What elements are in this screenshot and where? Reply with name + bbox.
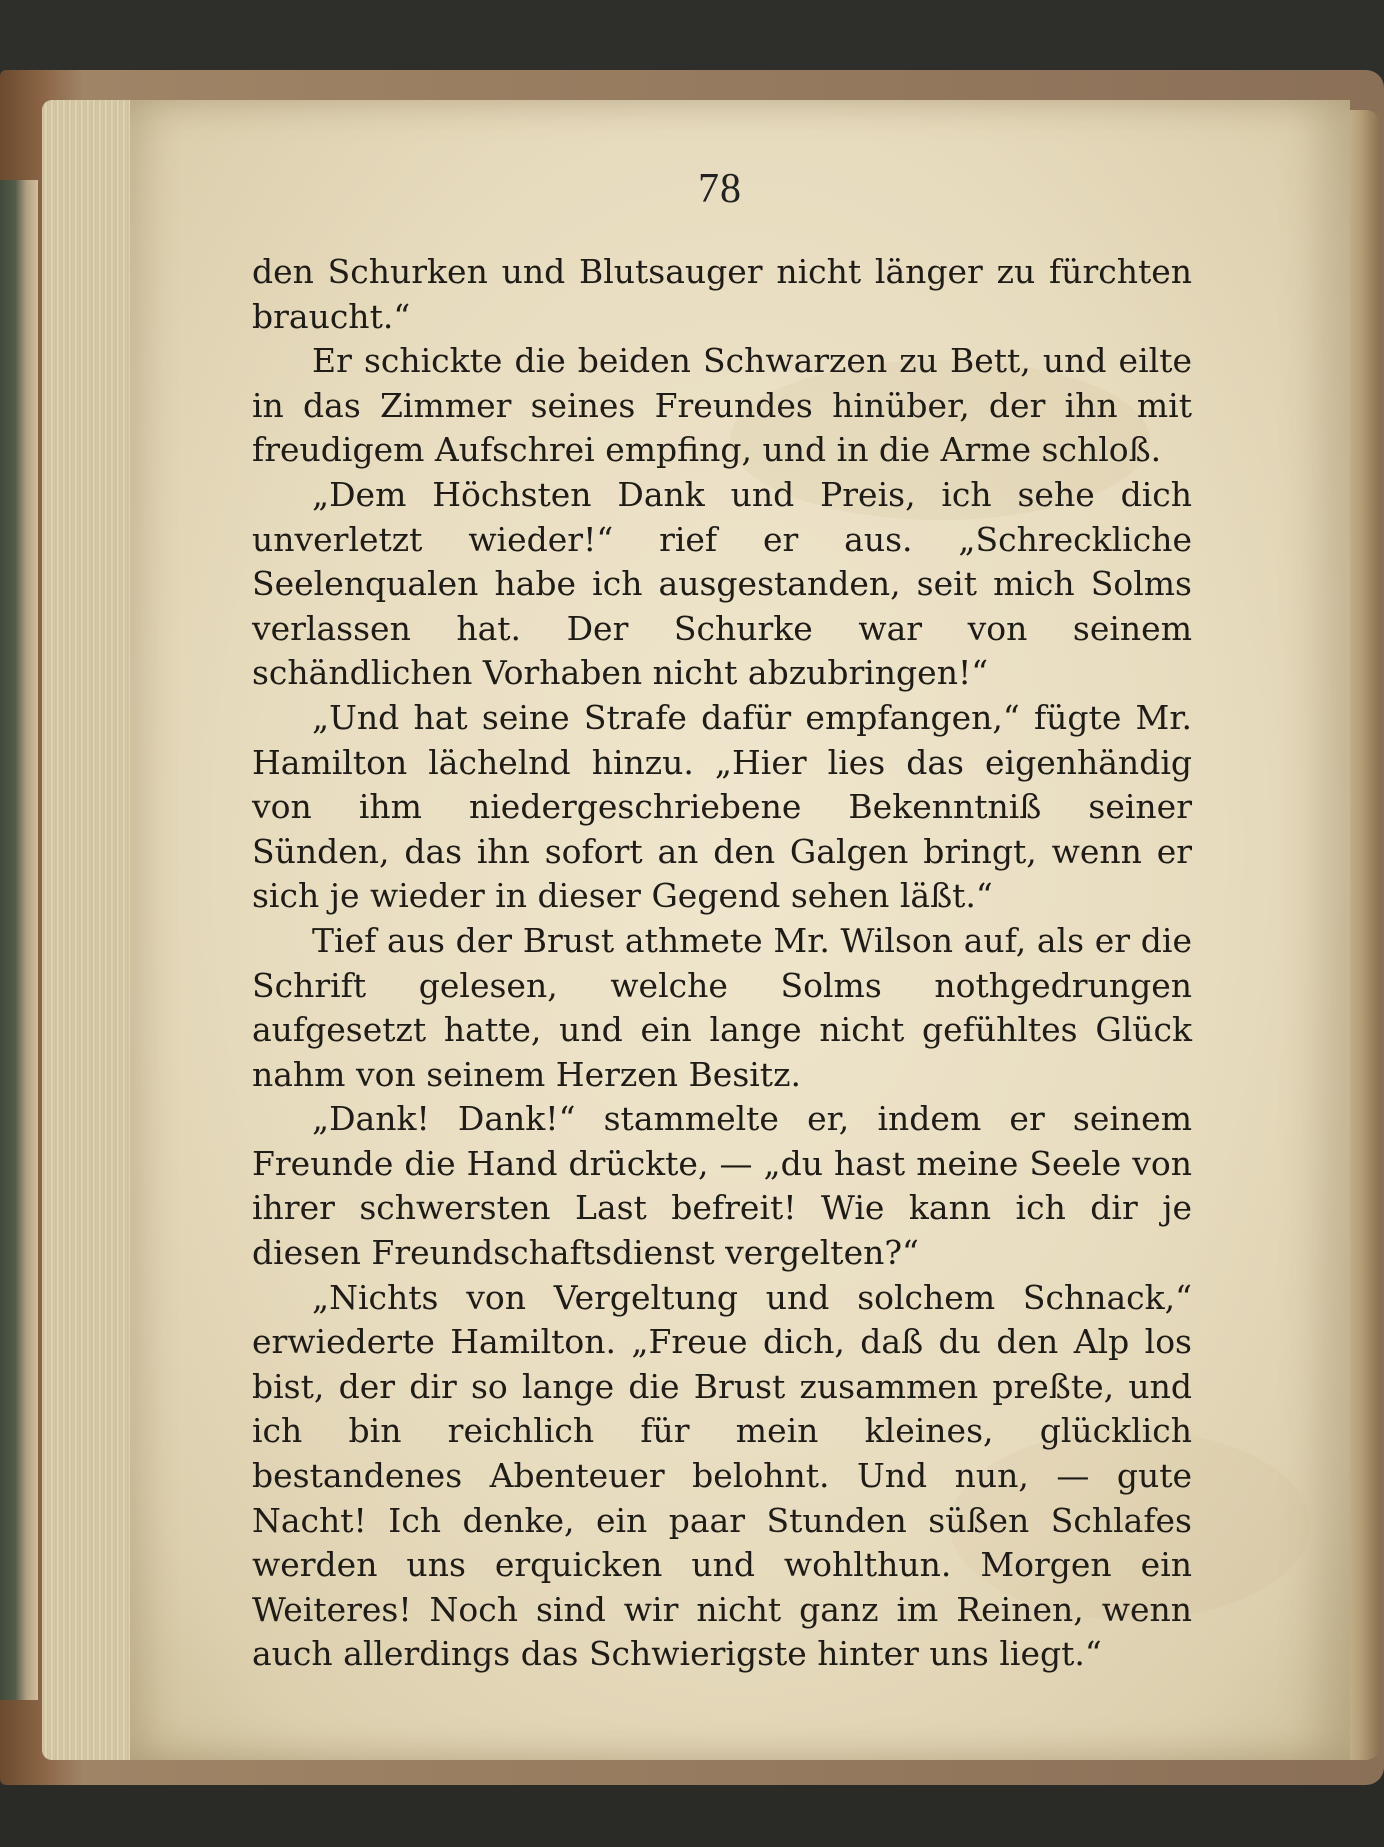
page-number: 78 bbox=[698, 166, 742, 212]
page-text bbox=[252, 250, 1192, 1677]
paragraph: „Dem Höchsten Dank und Preis, ich sehe dich unverletzt wieder!“ rief er aus. „Schreckliche Seelenqualen habe ich ausgestanden, seit mich Solms verlassen hat. Der Schurke war von seinem schändlichen Vorhaben nicht abzubringen!“ bbox=[252, 474, 1192, 693]
paragraph: „Und hat seine Strafe dafür empfangen,“ fügte Mr. Hamilton lächelnd hinzu. „Hier lies das eigenhändig von ihm niedergeschriebene Bekenntniß seiner Sünden, das ihn sofort an den Galgen bringt, wenn er sich je wieder in dieser Gegend sehen läßt.“ bbox=[252, 697, 1192, 916]
paragraph: Er schickte die beiden Schwarzen zu Bett, und eilte in das Zimmer seines Freundes hinüber, der ihn mit freudigem Aufschrei empfing, und in die Arme schloß. bbox=[252, 341, 1192, 470]
paragraph: „Dank! Dank!“ stammelte er, indem er seinem Freunde die Hand drückte, — „du hast meine Seele von ihrer schwersten Last befreit! Wie kann ich dir je diesen Freundschaftsdienst vergelten?“ bbox=[252, 1099, 1192, 1273]
paragraph: „Nichts von Vergeltung und solchem Schnack,“ erwiederte Hamilton. „Freue dich, daß du den Alp los bist, der dir so lange die Brust zusammen preßte, und ich bin reichlich für mein kleines, glücklich bestandenes Abenteuer belohnt. Und nun, — gute Nacht! Ich denke, ein paar Stunden süßen Schlafes werden uns erquicken und wohlthun. Morgen ein Weiteres! Noch sind wir nicht ganz im Reinen, wenn auch allerdings das Schwierigste hinter uns liegt.“ bbox=[252, 1277, 1192, 1674]
book-spine-edge bbox=[0, 180, 38, 1700]
page-stack-edges bbox=[42, 100, 137, 1760]
paragraph: den Schurken und Blutsauger nicht länger zu fürchten braucht.“ bbox=[252, 252, 1192, 336]
paragraph: Tief aus der Brust athmete Mr. Wilson auf, als er die Schrift gelesen, welche Solms nothgedrungen aufgesetzt hatte, und ein lange nicht gefühltes Glück nahm von seinem Herzen Besitz. bbox=[252, 920, 1192, 1094]
